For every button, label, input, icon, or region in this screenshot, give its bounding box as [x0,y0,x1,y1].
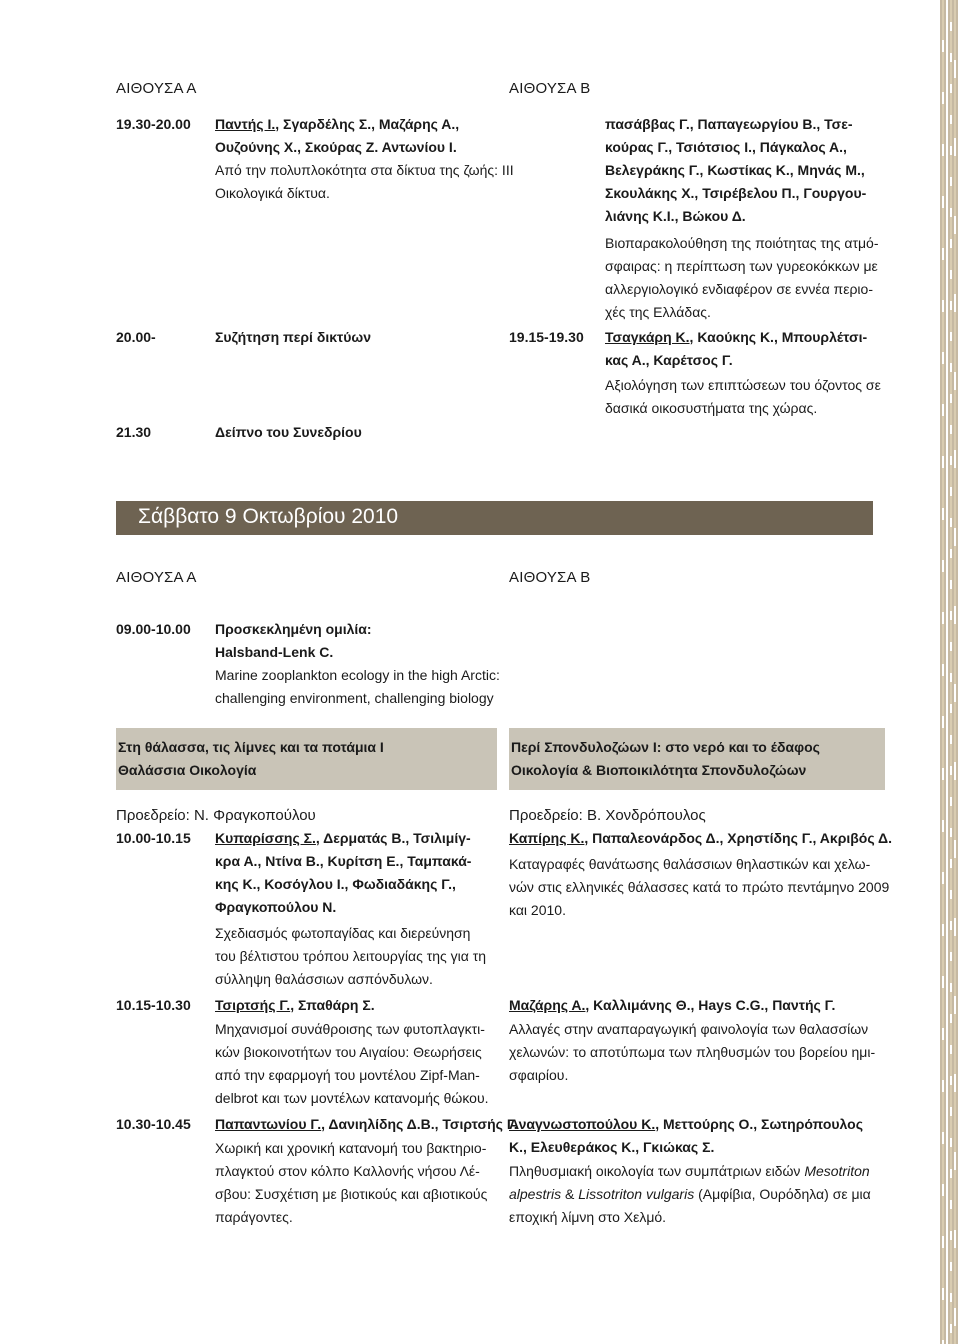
talk-title: αλλεργιολογικό ενδιαφέρον σε εννέα περιο- [605,281,873,297]
session-a-title-bar [116,728,497,790]
talk-title: του βέλτιστου τρόπου λειτουργίας της για τη [215,948,487,964]
talk-title: Μηχανισμοί συνάθροισης των φυτοπλαγκτι- [215,1021,485,1037]
presenting-author: Μαζάρης Α. [509,997,586,1013]
talk-title: νών στις ελληνικές θάλασσες κατά το πρώτο πεντάμηνο 2009 [509,879,890,895]
invited-speaker: Halsband-Lenk C. [215,644,334,660]
talk-title: Καταγραφές θανάτωσης θαλάσσιων θηλαστικών και χελω- [509,856,871,872]
talk-title: Βιοπαρακολούθηση της ποιότητας της ατμό- [605,235,879,251]
talk-authors: κης Κ., Κοσόγλου Ι., Φωδιαδάκης Γ., [215,876,456,892]
presenting-author: Παντής Ι. [215,116,276,132]
presenting-author: Αναγνωστοπούλου Κ. [509,1116,656,1132]
talk-title [509,1160,870,1182]
talk-title: Αλλαγές στην αναπαραγωγική φαινολογία των θαλασσίων [509,1021,869,1037]
species-name: Lissotriton vulgaris [578,1186,695,1202]
session-chair: Προεδρείο: Ν. Φραγκοπούλου [116,807,316,824]
title-text: (Αμφίβια, Ουρόδηλα) σε μια [694,1186,871,1202]
presenting-author: Παπαντωνίου Γ. [215,1116,322,1132]
co-authors: , Σγαρδέλης Σ., Μαζάρης Α., [275,116,460,132]
talk-title: Σχεδιασμός φωτοπαγίδας και διερεύνηση [215,925,471,941]
presenting-author: Κυπαρίσσης Σ. [215,830,316,846]
talk-title: σφαιρίου. [509,1067,569,1083]
talk-title: χές της Ελλάδας. [605,304,711,320]
talk-title: delbrot και των μοντέλων κατανομής θώκου. [215,1090,489,1106]
talk-title: και 2010. [509,902,566,918]
talk-authors [215,994,375,1016]
talk-title: Αξιολόγηση των επιπτώσεων του όζοντος σε [605,377,881,393]
talk-authors [215,827,471,849]
talk-authors [509,827,892,849]
talk-title: challenging environment, challenging biology [215,690,494,706]
session-time: 10.30-10.45 [116,1116,191,1132]
species-name: alpestris [509,1186,562,1202]
session-b-title-bar [509,728,885,790]
species-name: Mesotriton [804,1163,870,1179]
title-text: Πληθυσμιακή οικολογία των συμπάτριων ειδών [509,1163,805,1179]
talk-title: Marine zooplankton ecology in the high Arctic: [215,667,500,683]
co-authors: , Δανιηλίδης Δ.Β., Τσιρτσής Γ. [321,1116,518,1132]
presenting-author: Τσιρτσής Γ. [215,997,291,1013]
talk-title: πλαγκτού στον κόλπο Καλλονής νήσου Λέ- [215,1163,480,1179]
talk-title: Οικολογικά δίκτυα. [215,185,330,201]
talk-title: Από την πολυπλοκότητα στα δίκτυα της ζωής: ΙΙΙ [215,162,514,178]
talk-title: κών βιοκοινοτήτων του Αιγαίου: Θεωρήσεις [215,1044,482,1060]
co-authors: , Καλλιμάνης Θ., Hays C.G., Παντής Γ. [585,997,836,1013]
talk-authors: κας Α., Καρέτσος Γ. [605,352,733,368]
co-authors: , Σπαθάρη Σ. [290,997,375,1013]
day-banner-title: Σάββατο 9 Οκτωβρίου 2010 [138,505,399,528]
session-b-subtitle: Οικολογία & Βιοποικιλότητα Σπονδυλοζώων [511,762,807,778]
room-a-header: ΑΙΘΟΥΣΑ Α [116,569,197,586]
talk-title: σφαιρας: η περίπτωση των γυρεοκόκκων με [605,258,878,274]
talk-authors: κούρας Γ., Τσιότσιος Ι., Πάγκαλος Α., [605,139,847,155]
room-b-header: ΑΙΘΟΥΣΑ Β [509,569,591,586]
talk-title [509,1183,871,1205]
co-authors: , Παπαλεονάρδος Δ., Χρηστίδης Γ., Ακριβός Δ. [584,830,892,846]
talk-authors: κρα Α., Ντίνα Β., Κυρίτση Ε., Ταμπακά- [215,853,472,869]
session-b-title: Περί Σπονδυλοζώων Ι: στο νερό και το έδαφος [511,739,820,755]
talk-authors: λιάνης Κ.Ι., Βώκου Δ. [605,208,746,224]
dinner-label: Δείπνο του Συνεδρίου [215,424,362,440]
talk-title: παράγοντες. [215,1209,293,1225]
session-time: 19.15-19.30 [509,329,584,345]
session-time: 19.30-20.00 [116,116,191,132]
talk-authors [215,113,459,135]
talk-authors: Βελεγράκης Γ., Κωστίκας Κ., Μηνάς Μ., [605,162,865,178]
talk-authors [509,994,835,1016]
session-time: 20.00- [116,329,156,345]
title-text: & [561,1186,579,1202]
session-time: 21.30 [116,424,152,440]
talk-title: χελωνών: το αποτύπωμα των πληθυσμών του βορείου ημι- [509,1044,876,1060]
talk-title: σβου: Συσχέτιση με βιοτικούς και αβιοτικούς [215,1186,488,1202]
session-time: 09.00-10.00 [116,621,191,637]
session-time: 10.15-10.30 [116,997,191,1013]
talk-authors [215,1113,518,1135]
session-chair: Προεδρείο: Β. Χονδρόπουλος [509,807,706,824]
talk-authors: Κ., Ελευθεράκος Κ., Γκιώκας Σ. [509,1139,715,1155]
day-banner [116,501,873,535]
talk-authors: Σκουλάκης Χ., Τσιρέβελου Π., Γουργου- [605,185,867,201]
session-time: 10.00-10.15 [116,830,191,846]
talk-title: Χωρική και χρονική κατανομή του βακτηριο- [215,1140,487,1156]
session-a-subtitle: Θαλάσσια Οικολογία [118,762,257,778]
co-authors: , Μεττούρης Ο., Σωτηρόπουλος [655,1116,863,1132]
invited-talk-label: Προσκεκλημένη ομιλία: [215,621,372,637]
talk-authors [509,1113,863,1135]
talk-authors: Φραγκοπούλου Ν. [215,899,337,915]
room-b-header: ΑΙΘΟΥΣΑ Β [509,80,591,97]
decorative-border [938,0,960,1344]
co-authors: , Δερματάς Β., Τσιλιμίγ- [315,830,471,846]
talk-title: σύλληψη θαλάσσιων ασπόνδυλων. [215,971,433,987]
room-a-header: ΑΙΘΟΥΣΑ Α [116,80,197,97]
discussion-label: Συζήτηση περί δικτύων [215,329,372,345]
talk-title: εποχική λίμνη στο Χελμό. [509,1209,667,1225]
talk-title: από την εφαρμογή του μοντέλου Zipf-Man- [215,1067,480,1083]
co-authors: , Καούκης Κ., Μπουρλέτσι- [689,329,868,345]
talk-authors: Ουζούνης Χ., Σκούρας Ζ. Αντωνίου Ι. [215,139,457,155]
talk-authors: πασάββας Γ., Παπαγεωργίου Β., Τσε- [605,116,853,132]
presenting-author: Καπίρης Κ. [509,830,585,846]
talk-authors [605,326,867,348]
presenting-author: Τσαγκάρη Κ. [605,329,690,345]
session-a-title: Στη θάλασσα, τις λίμνες και τα ποτάμια Ι [118,739,384,755]
talk-title: δασικά οικοσυστήματα της χώρας. [605,400,818,416]
